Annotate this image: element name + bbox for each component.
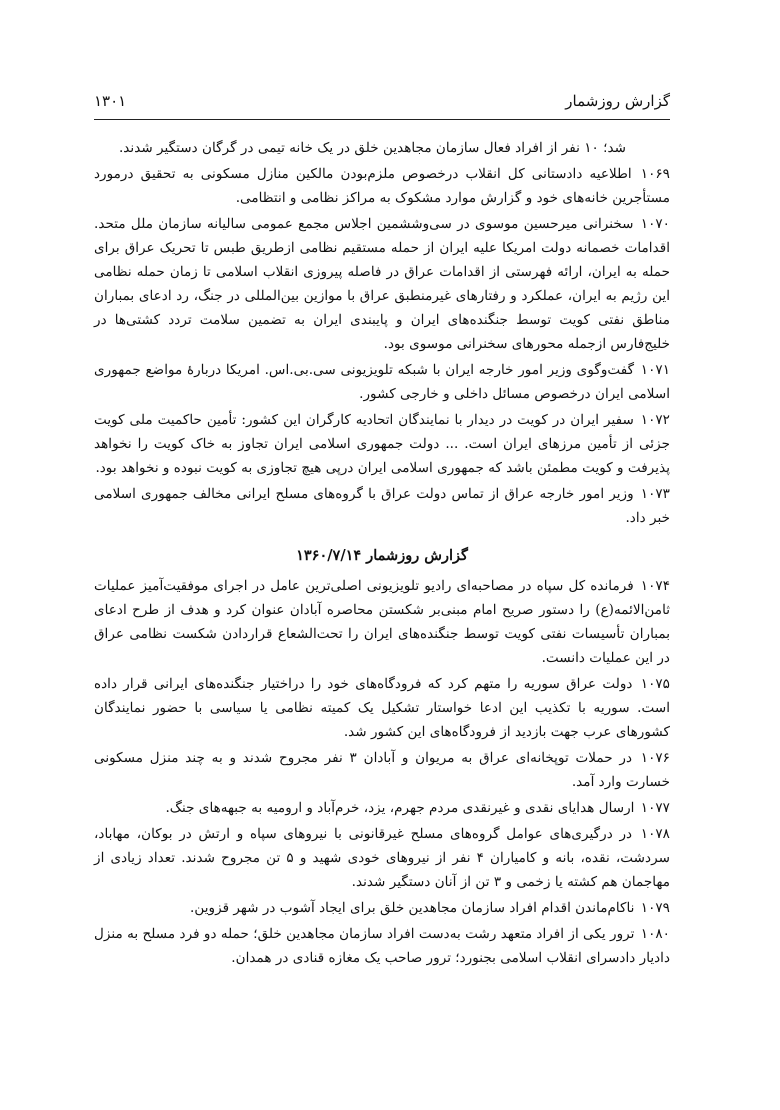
entry-text: ناکام‌ماندن اقدام افراد سازمان مجاهدین خلق برای ایجاد آشوب در شهر قزوین. bbox=[190, 900, 635, 916]
report-entry bbox=[94, 796, 670, 820]
entry-number: ۱۰۷۱ bbox=[640, 362, 671, 378]
entry-text: سفیر ایران در کویت در دیدار با نمایندگان اتحادیه کارگران این کشور: تأمین حاکمیت ملی کویت جزئی از تأمین مرزهای ایران است. ... دولت جمهوری اسلامی ایران تجاوز به خاک کویت را نخواهد پذیرفت و کویت مطمئن باشد که جمهوری اسلامی ایران درپی هیچ تجاوزی به کویت نبوده و نخواهد بود. bbox=[94, 412, 670, 476]
entry-number: ۱۰۷۸ bbox=[640, 826, 670, 842]
report-entry bbox=[94, 358, 670, 406]
report-entry bbox=[94, 672, 670, 744]
report-entry bbox=[94, 482, 670, 530]
report-entry bbox=[94, 574, 670, 670]
entry-number: ۱۰۷۴ bbox=[640, 578, 671, 594]
entry-text: وزیر امور خارجه عراق از تماس دولت عراق با گروه‌های مسلح ایرانی مخالف جمهوری اسلامی خبر داد. bbox=[94, 486, 670, 526]
entry-text: در درگیری‌های عوامل گروه‌های مسلح غیرقانونی با نیروهای سپاه و ارتش در بوکان، مهاباد، سردشت، نقده، بانه و کامیاران ۴ نفر از نیروهای خودی شهید و ۵ تن مجروح شدند. تعداد زیادی از مهاجمان هم کشته یا زخمی و ۳ تن از آنان دستگیر شدند. bbox=[94, 826, 670, 890]
entry-text: سخنرانی میرحسین موسوی در سی‌وششمین اجلاس مجمع عمومی سالیانه سازمان ملل متحد. اقدامات خصمانه دولت امریکا علیه ایران از حمله مستقیم نظامی ازطریق طبس تا تحریک عراق برای حمله به ایران، ارائه فهرستی از اقدامات عراق در فاصله پیروزی انقلاب اسلامی تا زمان حمله نظامی این رژیم به ایران، عملکرد و رفتارهای غیرمنطبق عراق با موازین بین‌المللی در جنگ، رد ادعای بمباران مناطق نفتی کویت توسط جنگنده‌های ایران و پایبندی ایران به تضمین سلامت تردد کشتی‌ها در خلیج‌فارس ازجمله محورهای سخنرانی موسوی بود. bbox=[94, 216, 670, 352]
running-header-title: گزارش روزشمار bbox=[565, 92, 670, 110]
entry-number: ۱۰۷۵ bbox=[640, 676, 670, 692]
report-entry bbox=[94, 746, 670, 794]
entry-number: ۱۰۸۰ bbox=[640, 926, 670, 942]
entry-number: ۱۰۷۹ bbox=[640, 900, 670, 916]
section-heading: گزارش روزشمار ۱۳۶۰/۷/۱۴ bbox=[296, 547, 468, 564]
report-entry bbox=[94, 408, 670, 480]
entry-number: ۱۰۷۰ bbox=[640, 216, 670, 232]
entry-number: ۱۰۷۶ bbox=[640, 750, 670, 766]
entry-text: اطلاعیه دادستانی کل انقلاب درخصوص ملزم‌بودن مالکین منازل مسکونی به تحقیق درمورد مستأجرین خانه‌های خود و گزارش موارد مشکوک به مراکز نظامی و انتظامی. bbox=[94, 166, 670, 206]
report-entry bbox=[94, 922, 670, 970]
entry-number: ۱۰۷۲ bbox=[640, 412, 670, 428]
entry-number: ۱۰۶۹ bbox=[640, 166, 670, 182]
entry-text: دولت عراق سوریه را متهم کرد که فرودگاه‌های خود را دراختیار جنگنده‌های ایرانی قرار داده است. سوریه با تکذیب این ادعا خواستار تشکیل یک کمیته نظامی یا سیاسی با حضور نمایندگان کشورهای عرب جهت بازدید از فرودگاه‌های این کشور شد. bbox=[94, 676, 670, 740]
entry-number: ۱۰۷۷ bbox=[640, 800, 670, 816]
entry-text: گفت‌وگوی وزیر امور خارجه ایران با شبکه تلویزیونی سی.بی.اس. امریکا دربارهٔ مواضع جمهوری اسلامی ایران درخصوص مسائل داخلی و خارجی کشور. bbox=[94, 362, 670, 402]
entry-number: ۱۰۷۳ bbox=[640, 486, 670, 502]
entry-text: در حملات توپخانه‌ای عراق به مریوان و آبادان ۳ نفر مجروح شدند و به چند منزل مسکونی خسارت وارد آمد. bbox=[94, 750, 670, 790]
entry-text: فرمانده کل سپاه در مصاحبه‌ای رادیو تلویزیونی اصلی‌ترین عامل در اجرای موفقیت‌آمیز عملیات ثامن‌الائمه(ع) را دستور صریح امام مبنی‌بر شکستن محاصره آبادان عنوان کرد و هدف از طرح ادعای بمباران تأسیسات نفتی کویت توسط جنگنده‌های ایران را تحت‌الشعاع قراردادن شکست نظامی عراق در این عملیات دانست. bbox=[94, 578, 670, 666]
report-entry bbox=[94, 822, 670, 894]
header-divider bbox=[94, 119, 670, 120]
report-entry bbox=[94, 162, 670, 210]
page-number: ۱۳۰۱ bbox=[94, 92, 127, 110]
report-entry bbox=[94, 212, 670, 356]
report-entry bbox=[94, 896, 670, 920]
entry-text: ترور یکی از افراد متعهد رشت به‌دست افراد سازمان مجاهدین خلق؛ حمله دو فرد مسلح به منزل دادیار دادسرای انقلاب اسلامی بجنورد؛ ترور صاحب یک مغازه قنادی در همدان. bbox=[94, 926, 670, 966]
entry-text: ارسال هدایای نقدی و غیرنقدی مردم جهرم، یزد، خرم‌آباد و ارومیه به جبهه‌های جنگ. bbox=[165, 800, 635, 816]
report-body bbox=[94, 136, 670, 972]
continued-paragraph: شد؛ ۱۰ نفر از افراد فعال سازمان مجاهدین خلق در یک خانه تیمی در گرگان دستگیر شدند. bbox=[118, 140, 626, 156]
